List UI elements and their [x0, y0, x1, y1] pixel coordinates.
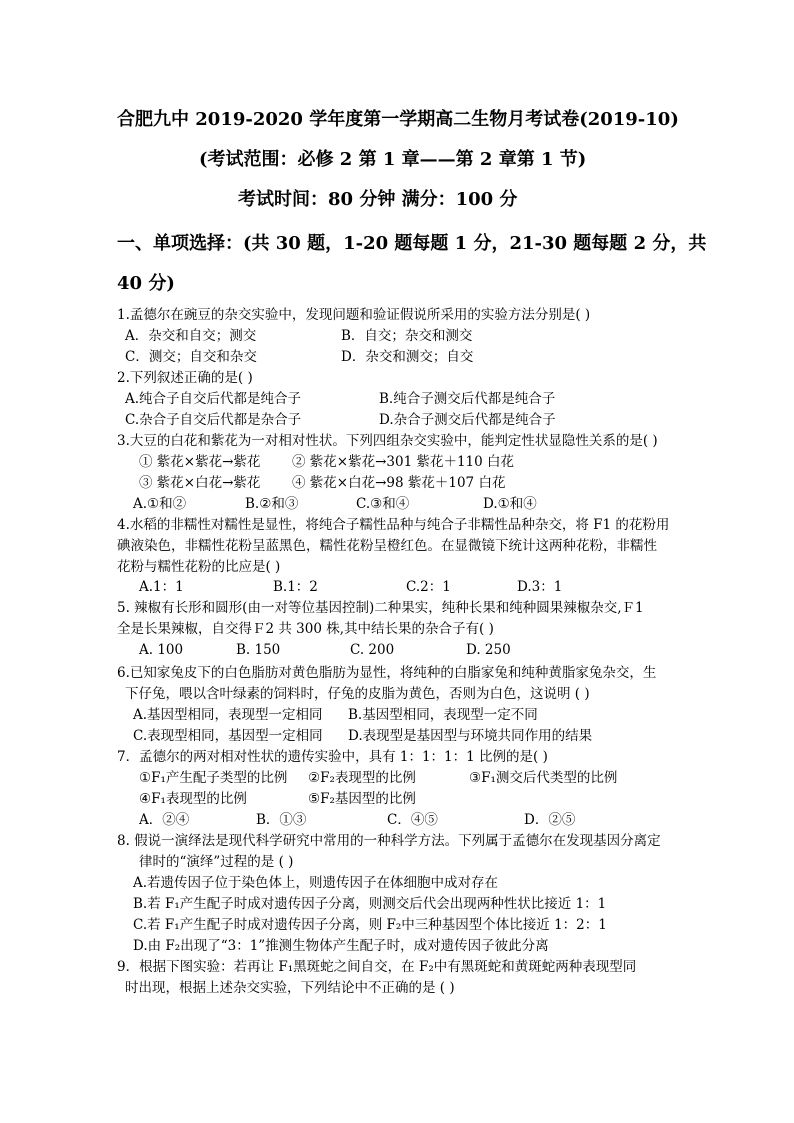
question-7-option-a: A．②④ — [139, 812, 190, 828]
question-3-cross-2: ② 紫花×紫花→301 紫花＋110 白花 — [292, 454, 515, 470]
question-8-option-c: C.若 F₁产生配子时成对遗传因子分离，则 F₂中三种基因型个体比接近 1：2：1 — [133, 917, 607, 933]
section-heading: 一、单项选择：(共 30 题，1-20 题每题 1 分，21-30 题每题 2 分，共 — [117, 233, 707, 254]
exam-time-score: 考试时间：80 分钟 满分：100 分 — [238, 189, 518, 210]
question-2-option-b: B.纯合子测交后代都是纯合子 — [379, 391, 556, 407]
question-3-option-d: D.①和④ — [483, 496, 537, 512]
question-6-stem-line-1: 6.已知家兔皮下的白色脂肪对黄色脂肪为显性，将纯种的白脂家兔和纯种黄脂家兔杂交，生 — [117, 665, 657, 681]
question-7-stem: 7．孟德尔的两对相对性状的遗传实验中，具有 1：1：1：1 比例的是( ) — [117, 749, 548, 765]
question-1-option-a: A．杂交和自交；测交 — [125, 328, 257, 344]
question-6-option-d: D.表现型是基因型与环境共同作用的结果 — [348, 728, 593, 744]
question-3-option-c: C.③和④ — [356, 496, 410, 512]
question-9-stem-line-2: 时出现，根据上述杂交实验，下列结论中不正确的是 ( ) — [125, 980, 455, 996]
question-4-stem-line-3: 花粉与糯性花粉的比应是( ) — [117, 559, 281, 575]
question-3-stem: 3.大豆的白花和紫花为一对相对性状。下列四组杂交实验中，能判定性状显隐性关系的是( ) — [117, 433, 658, 449]
question-8-option-d: D.由 F₂出现了“3：1”推测生物体产生配子时，成对遗传因子彼此分离 — [133, 938, 549, 954]
question-7-item-4: ④F₁表现型的比例 — [139, 791, 247, 807]
question-1-stem: 1.孟德尔在豌豆的杂交实验中，发现问题和验证假说所采用的实验方法分别是( ) — [117, 307, 591, 323]
question-5-option-a: A. 100 — [139, 642, 184, 658]
question-5-option-c: C. 200 — [350, 642, 395, 658]
page-title: 合肥九中 2019-2020 学年度第一学期高二生物月考试卷(2019-10) — [117, 109, 679, 130]
question-8-stem-line-1: 8. 假说一演绎法是现代科学研究中常用的一种科学方法。下列属于孟德尔在发现基因分离定 — [117, 833, 661, 849]
question-2-option-a: A.纯合子自交后代都是纯合子 — [125, 391, 302, 407]
question-3-option-a: A.①和② — [133, 496, 187, 512]
question-5-stem-line-2: 全是长果辣椒，自交得Ｆ2 共 300 株,其中结长果的杂合子有( ) — [117, 621, 494, 637]
question-7-option-c: C．④⑤ — [387, 812, 438, 828]
question-5-stem-line-1: 5. 辣椒有长形和圆形(由一对等位基因控制)二种果实，纯种长果和纯种圆果辣椒杂交,Ｆ1 — [117, 600, 644, 616]
question-3-cross-1: ① 紫花×紫花→紫花 — [139, 454, 261, 470]
question-3-option-b: B.②和③ — [245, 496, 299, 512]
question-1-option-c: C．测交；自交和杂交 — [125, 349, 257, 365]
question-2-option-d: D.杂合子测交后代都是纯合子 — [379, 412, 556, 428]
question-4-option-d: D.3：1 — [517, 579, 563, 595]
question-3-cross-4: ④ 紫花×白花→98 紫花＋107 白花 — [292, 475, 506, 491]
question-8-stem-line-2: 律时的“演绎”过程的是 ( ) — [139, 854, 294, 870]
question-7-item-2: ②F₂表现型的比例 — [308, 770, 416, 786]
question-1-option-d: D．杂交和测交；自交 — [341, 349, 474, 365]
exam-scope: (考试范围：必修 2 第 1 章——第 2 章第 1 节) — [199, 149, 587, 170]
question-9-stem-line-1: 9．根据下图实验：若再让 F₁黑斑蛇之间自交，在 F₂中有黑斑蛇和黄斑蛇两种表现型同 — [117, 959, 637, 975]
question-4-option-c: C.2：1 — [406, 579, 451, 595]
question-6-option-c: C.表现型相同，基因型一定相同 — [133, 728, 323, 744]
question-4-option-a: A.1：1 — [139, 579, 184, 595]
question-8-option-b: B.若 F₁产生配子时成对遗传因子分离，则测交后代会出现两种性状比接近 1：1 — [133, 896, 607, 912]
question-4-stem-line-2: 碘液染色，非糯性花粉呈蓝黑色，糯性花粉呈橙红色。在显微镜下统计这两种花粉，非糯性 — [117, 538, 657, 554]
question-6-stem-line-2: 下仔兔，喂以含叶绿素的饲料时，仔兔的皮脂为黄色，否则为白色，这说明 ( ) — [125, 686, 590, 702]
question-7-option-b: B．①③ — [256, 812, 307, 828]
question-2-option-c: C.杂合子自交后代都是杂合子 — [125, 412, 302, 428]
question-4-option-b: B.1：2 — [273, 579, 318, 595]
question-7-item-5: ⑤F₂基因型的比例 — [308, 791, 416, 807]
question-3-cross-3: ③ 紫花×白花→紫花 — [139, 475, 261, 491]
question-7-item-1: ①F₁产生配子类型的比例 — [139, 770, 288, 786]
question-8-option-a: A.若遗传因子位于染色体上，则遗传因子在体细胞中成对存在 — [133, 875, 499, 891]
question-6-option-a: A.基因型相同，表现型一定相同 — [133, 707, 323, 723]
question-7-option-d: D．②⑤ — [524, 812, 576, 828]
question-7-item-3: ③F₁测交后代类型的比例 — [469, 770, 618, 786]
question-2-stem: 2.下列叙述正确的是( ) — [117, 370, 253, 386]
question-6-option-b: B.基因型相同，表现型一定不同 — [348, 707, 538, 723]
question-5-option-b: B. 150 — [236, 642, 281, 658]
question-5-option-d: D. 250 — [466, 642, 511, 658]
question-1-option-b: B．自交；杂交和测交 — [341, 328, 473, 344]
question-4-stem-line-1: 4.水稻的非糯性对糯性是显性，将纯合子糯性品种与纯合子非糯性品种杂交，将 F1 的花粉用 — [117, 517, 670, 533]
section-heading-cont: 40 分) — [117, 273, 175, 294]
